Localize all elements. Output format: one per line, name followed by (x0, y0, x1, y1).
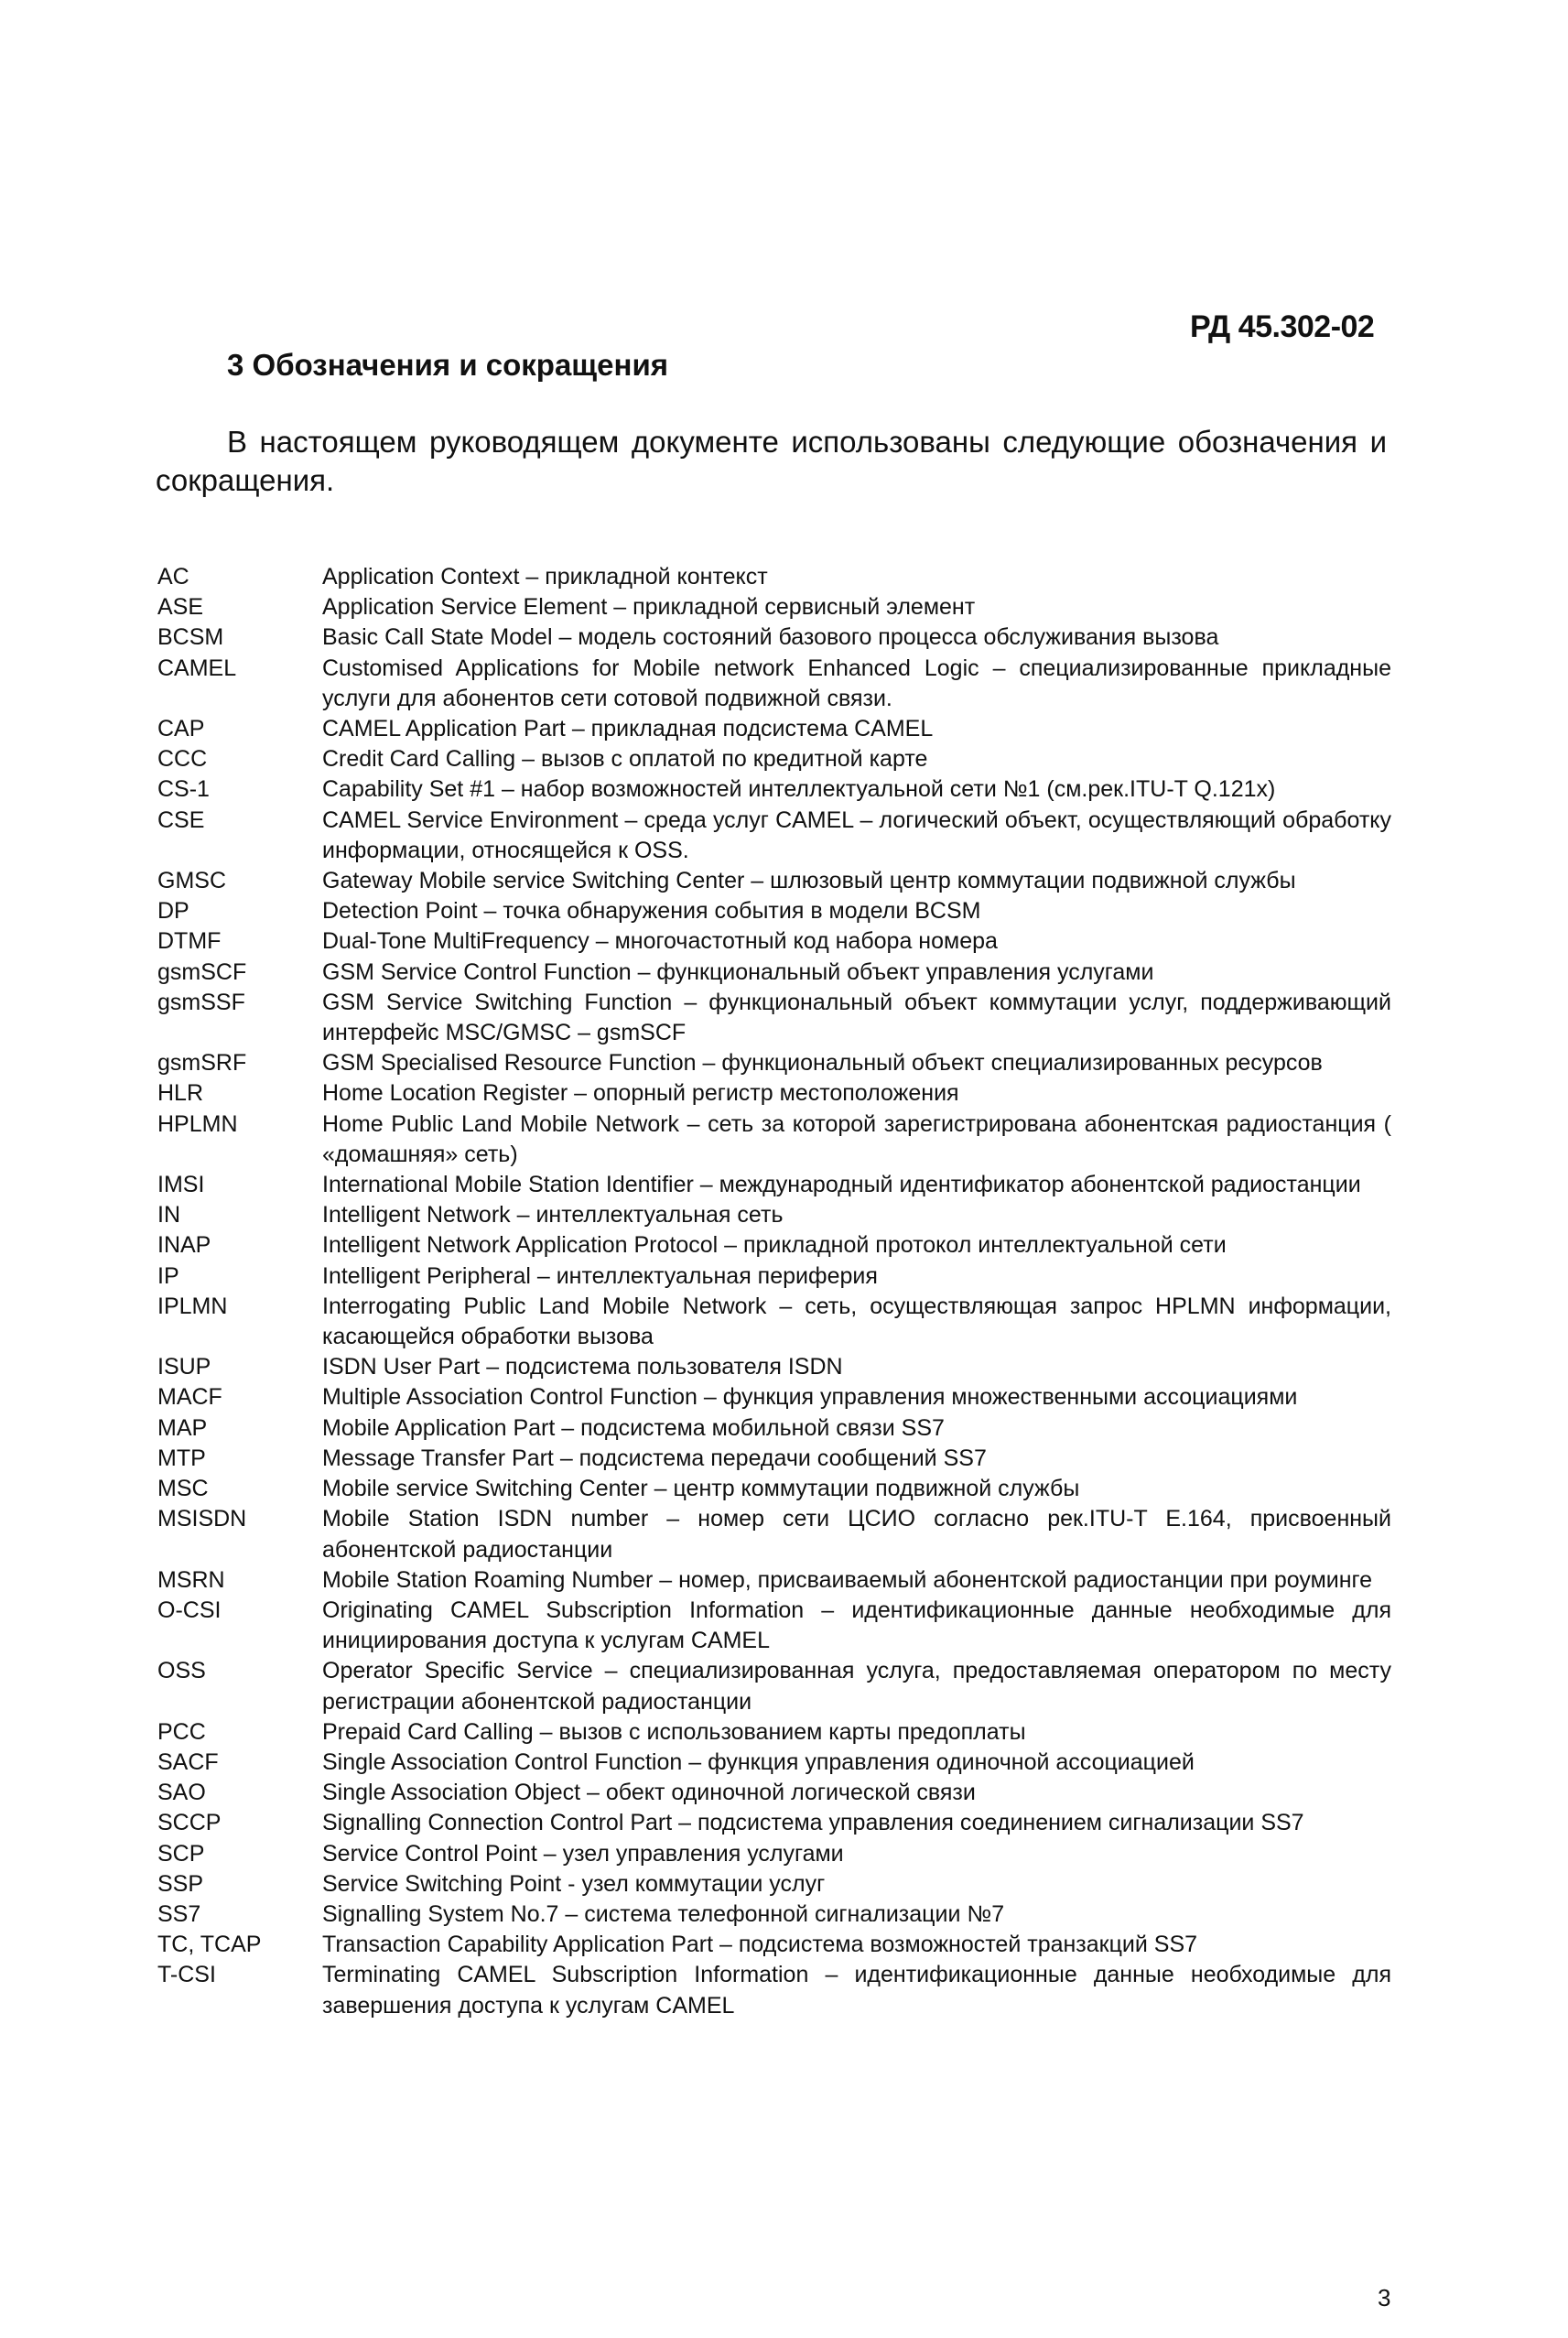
abbreviation-row (156, 1778, 1410, 1808)
abbreviation-definition: Operator Specific Service – специализированная услуга, предоставляемая оператором по месту регистрации абонентской радиостанции (322, 1658, 1391, 1715)
document-code: РД 45.302-02 (1190, 309, 1375, 344)
abbreviation-term: SS7 (157, 1900, 201, 1927)
abbreviation-term: HPLMN (157, 1110, 238, 1137)
abbreviation-list (156, 562, 1410, 2021)
abbreviation-term: SACF (157, 1748, 219, 1775)
abbreviation-term: SCCP (157, 1810, 222, 1836)
abbreviation-definition: Home Location Register – опорный регистр местоположения (322, 1080, 959, 1107)
abbreviation-definition: Mobile service Switching Center – центр коммутации подвижной службы (322, 1476, 1080, 1502)
abbreviation-term: PCC (157, 1718, 206, 1745)
abbreviation-term: CSE (157, 806, 205, 833)
abbreviation-definition: Terminating CAMEL Subscription Information – идентификационные данные необходимые для завершения доступа к услугам CAMEL (322, 1962, 1391, 2019)
abbreviation-term: DTMF (157, 928, 222, 955)
abbreviation-row (156, 1960, 1410, 2020)
abbreviation-term: MSRN (157, 1566, 225, 1593)
abbreviation-definition: Single Association Control Function – функция управления одиночной ассоциацией (322, 1748, 1195, 1775)
abbreviation-row (156, 1808, 1410, 1838)
abbreviation-row (156, 654, 1410, 714)
abbreviation-row (156, 988, 1410, 1048)
abbreviation-definition: Gateway Mobile service Switching Center – шлюзовый центр коммутации подвижной службы (322, 868, 1296, 894)
abbreviation-definition: Credit Card Calling – вызов с оплатой по кредитной карте (322, 746, 928, 773)
abbreviation-definition: Mobile Application Part – подсистема мобильной связи SS7 (322, 1414, 945, 1441)
abbreviation-definition: Service Switching Point - узел коммутации услуг (322, 1870, 826, 1897)
abbreviation-term: DP (157, 898, 189, 925)
abbreviation-term: ISUP (157, 1354, 211, 1380)
abbreviation-definition: Message Transfer Part – подсистема передачи сообщений SS7 (322, 1445, 987, 1471)
abbreviation-row (156, 714, 1410, 744)
abbreviation-definition: Capability Set #1 – набор возможностей интеллектуальной сети №1 (см.рек.ITU-T Q.121x) (322, 776, 1276, 803)
abbreviation-term: SAO (157, 1780, 206, 1806)
abbreviation-row (156, 744, 1410, 774)
abbreviation-term: CAP (157, 716, 205, 742)
abbreviation-term: CAMEL (157, 655, 237, 681)
abbreviation-term: IN (157, 1202, 180, 1229)
abbreviation-definition: Application Context – прикладной контекст (322, 564, 768, 590)
abbreviation-definition: Intelligent Network Application Protocol – прикладной протокол интеллектуальной сети (322, 1232, 1227, 1259)
abbreviation-definition: Multiple Association Control Function – функция управления множественными ассоциациями (322, 1384, 1298, 1411)
abbreviation-definition: Application Service Element – прикладной сервисный элемент (322, 594, 976, 621)
abbreviation-row (156, 622, 1410, 653)
abbreviation-row (156, 1261, 1410, 1292)
abbreviation-term: ASE (157, 594, 204, 621)
abbreviation-row (156, 1200, 1410, 1230)
abbreviation-row (156, 1413, 1410, 1444)
abbreviation-row (156, 1504, 1410, 1564)
abbreviation-row (156, 926, 1410, 957)
abbreviation-definition: Intelligent Peripheral – интеллектуальная периферия (322, 1262, 878, 1289)
abbreviation-term: gsmSSF (157, 989, 245, 1015)
abbreviation-definition: Mobile Station ISDN number – номер сети ЦСИО согласно рек.ITU-T E.164, присвоенный абонентской радиостанции (322, 1506, 1391, 1563)
abbreviation-term: TC, TCAP (157, 1932, 262, 1958)
abbreviation-definition: Home Public Land Mobile Network – сеть за которой зарегистрирована абонентская радиостанция ( «домашняя» сеть) (322, 1110, 1391, 1167)
abbreviation-term: CCC (157, 746, 208, 773)
abbreviation-definition: Originating CAMEL Subscription Information – идентификационные данные необходимые для инициирования доступа к услугам CAMEL (322, 1597, 1391, 1654)
abbreviation-definition: Dual-Tone MultiFrequency – многочастотный код набора номера (322, 928, 998, 955)
abbreviation-definition: International Mobile Station Identifier – международный идентификатор абонентской радиостанции (322, 1172, 1361, 1198)
abbreviation-definition: Signalling System No.7 – система телефонной сигнализации №7 (322, 1900, 1005, 1927)
abbreviation-definition: Transaction Capability Application Part – подсистема возможностей транзакций SS7 (322, 1932, 1198, 1958)
abbreviation-row (156, 958, 1410, 988)
abbreviation-term: OSS (157, 1658, 206, 1684)
abbreviation-term: CS-1 (157, 776, 210, 803)
abbreviation-term: T-CSI (157, 1962, 216, 1988)
abbreviation-term: AC (157, 564, 189, 590)
abbreviation-definition: GSM Service Control Function – функциональный объект управления услугами (322, 958, 1154, 985)
abbreviation-row (156, 1565, 1410, 1596)
abbreviation-term: SCP (157, 1840, 205, 1867)
abbreviation-row (156, 1048, 1410, 1078)
abbreviation-row (156, 1444, 1410, 1474)
abbreviation-row (156, 592, 1410, 622)
abbreviation-row (156, 1748, 1410, 1778)
abbreviation-definition: Intelligent Network – интеллектуальная сеть (322, 1202, 784, 1229)
abbreviation-term: IPLMN (157, 1293, 228, 1319)
intro-paragraph: В настоящем руководящем документе использованы следующие обозначения и сокращения. (156, 425, 1387, 497)
abbreviation-term: INAP (157, 1232, 211, 1259)
abbreviation-definition: Single Association Object – обект одиночной логической связи (322, 1780, 976, 1806)
abbreviation-row (156, 1382, 1410, 1413)
section-title: 3 Обозначения и сокращения (227, 348, 668, 382)
abbreviation-row (156, 1930, 1410, 1960)
abbreviation-term: gsmSCF (157, 958, 247, 985)
abbreviation-row (156, 806, 1410, 866)
abbreviation-row (156, 1230, 1410, 1261)
abbreviation-term: gsmSRF (157, 1050, 247, 1077)
abbreviation-definition: CAMEL Service Environment – среда услуг CAMEL – логический объект, осуществляющий обработку информации, относящейся к OSS. (322, 806, 1391, 863)
abbreviation-row (156, 1869, 1410, 1900)
abbreviation-row (156, 1352, 1410, 1382)
abbreviation-row (156, 896, 1410, 926)
abbreviation-row (156, 1109, 1410, 1170)
abbreviation-row (156, 1292, 1410, 1352)
page-number: 3 (1378, 2284, 1391, 2311)
abbreviation-definition: CAMEL Application Part – прикладная подсистема CAMEL (322, 716, 934, 742)
abbreviation-definition: Service Control Point – узел управления услугами (322, 1840, 844, 1867)
abbreviation-definition: ISDN User Part – подсистема пользователя ISDN (322, 1354, 843, 1380)
abbreviation-definition: Signalling Connection Control Part – подсистема управления соединением сигнализации SS7 (322, 1810, 1304, 1836)
abbreviation-term: MSISDN (157, 1506, 247, 1532)
abbreviation-term: O-CSI (157, 1597, 222, 1623)
abbreviation-row (156, 562, 1410, 592)
abbreviation-row (156, 774, 1410, 805)
abbreviation-definition: GSM Service Switching Function – функциональный объект коммутации услуг, поддерживающий интерфейс MSC/GMSC – gsmSCF (322, 989, 1391, 1046)
abbreviation-term: MSC (157, 1476, 209, 1502)
abbreviation-definition: Basic Call State Model – модель состояний базового процесса обслуживания вызова (322, 624, 1219, 651)
abbreviation-definition: Mobile Station Roaming Number – номер, присваиваемый абонентской радиостанции при роуминге (322, 1566, 1373, 1593)
abbreviation-row (156, 1170, 1410, 1200)
abbreviation-row (156, 1656, 1410, 1716)
abbreviation-definition: Interrogating Public Land Mobile Network – сеть, осуществляющая запрос HPLMN информации, касающейся обработки вызова (322, 1293, 1391, 1350)
abbreviation-definition: Customised Applications for Mobile network Enhanced Logic – специализированные прикладные услуги для абонентов сети сотовой подвижной связи. (322, 655, 1391, 711)
abbreviation-row (156, 866, 1410, 896)
abbreviation-term: HLR (157, 1080, 204, 1107)
abbreviation-term: BCSM (157, 624, 224, 651)
abbreviation-row (156, 1717, 1410, 1748)
abbreviation-term: MACF (157, 1384, 222, 1411)
abbreviation-term: IP (157, 1262, 179, 1289)
abbreviation-definition: Prepaid Card Calling – вызов с использованием карты предоплаты (322, 1718, 1026, 1745)
abbreviation-row (156, 1596, 1410, 1656)
abbreviation-definition: GSM Specialised Resource Function – функциональный объект специализированных ресурсов (322, 1050, 1323, 1077)
abbreviation-term: MAP (157, 1414, 208, 1441)
abbreviation-term: GMSC (157, 868, 226, 894)
abbreviation-row (156, 1474, 1410, 1504)
abbreviation-row (156, 1078, 1410, 1109)
abbreviation-term: SSP (157, 1870, 204, 1897)
abbreviation-term: MTP (157, 1445, 206, 1471)
abbreviation-row (156, 1839, 1410, 1869)
abbreviation-row (156, 1900, 1410, 1930)
abbreviation-term: IMSI (157, 1172, 205, 1198)
abbreviation-definition: Detection Point – точка обнаружения события в модели BCSM (322, 898, 981, 925)
